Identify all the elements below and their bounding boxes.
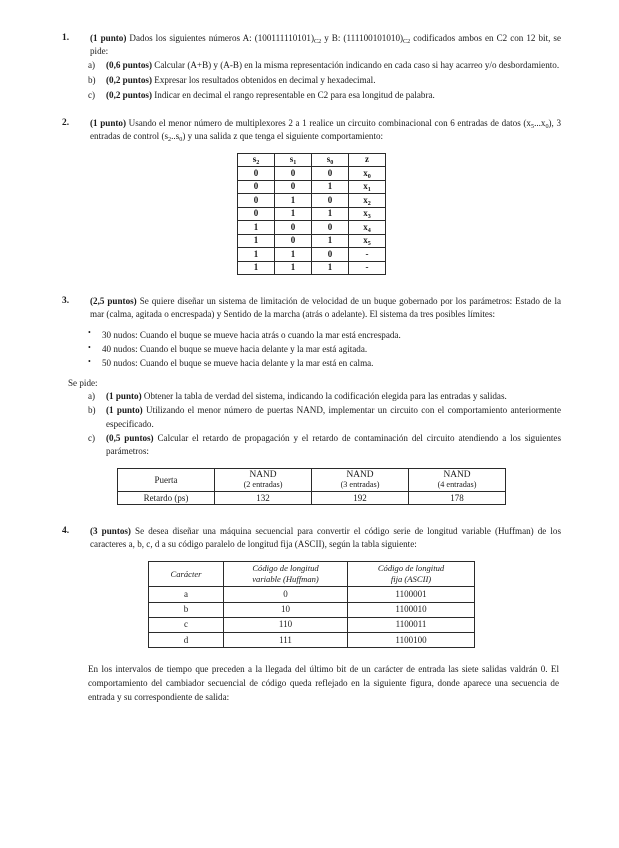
question-2-text-p1: Usando el menor número de multiplexores 2 a 1 realice un circuito combinacional con 6 entradas de datos (x xyxy=(128,117,531,128)
question-1-points: (1 punto) xyxy=(90,33,127,43)
mux-table-header-row xyxy=(238,153,386,167)
question-1-subitem-b-body xyxy=(106,74,561,87)
question-4-points: (3 puntos) xyxy=(90,526,131,537)
question-3-subitem-b-label: b) xyxy=(88,405,96,416)
mux-table-row xyxy=(238,234,386,248)
question-1-value-a: (100111110101) xyxy=(254,33,314,43)
mux-table-cell: 1 xyxy=(238,261,275,275)
question-1-subitem-a-points: (0,6 puntos) xyxy=(106,60,152,71)
huffman-table-cell: 10 xyxy=(224,602,348,617)
mux-table-cell: 0 xyxy=(312,167,349,181)
question-1-subitem-b-points: (0,2 puntos) xyxy=(106,74,152,85)
question-2-body xyxy=(90,117,561,143)
question-4-number: 4. xyxy=(62,526,70,537)
nand-table-header-cell: NAND (2 entradas) xyxy=(215,468,312,491)
mux-table-cell-output: $x_3$ xyxy=(349,207,386,221)
question-1-subitem-b xyxy=(62,74,561,87)
mux-table-cell: 1 xyxy=(275,194,312,208)
question-3-subitem-a xyxy=(62,390,561,403)
mux-table-row xyxy=(238,207,386,221)
nand-table-delay-value: 178 xyxy=(409,491,506,504)
nand-table-delay-value: 192 xyxy=(312,491,409,504)
mux-table-cell: 1 xyxy=(275,248,312,262)
huffman-table-row xyxy=(149,617,475,632)
mux-table-cell: 0 xyxy=(238,180,275,194)
mux-table-row xyxy=(238,167,386,181)
mux-table-cell: 1 xyxy=(312,207,349,221)
mux-table-row xyxy=(238,221,386,235)
huffman-table-row xyxy=(149,587,475,602)
mux-table-row xyxy=(238,248,386,262)
question-3-subitem-c xyxy=(62,432,561,458)
question-3-subitem-b-points: (1 punto) xyxy=(106,405,143,416)
question-1-value-b: (111100101010) xyxy=(343,33,404,43)
question-1-subitem-a xyxy=(62,59,561,72)
question-2-text-p2: ...x xyxy=(534,117,546,128)
huffman-table-cell: b xyxy=(149,602,224,617)
mux-table-cell: 0 xyxy=(312,194,349,208)
question-3-se-pide: Se pide: xyxy=(68,378,98,389)
huffman-table-cell: 1100001 xyxy=(348,587,475,602)
question-3-subitem-b xyxy=(62,404,561,430)
question-1-subitem-a-body xyxy=(106,59,561,72)
huffman-table-cell: c xyxy=(149,617,224,632)
question-2 xyxy=(62,117,561,143)
question-3-subitem-c-body xyxy=(106,432,561,458)
huffman-table-cell: 110 xyxy=(224,617,348,632)
question-2-points: (1 punto) xyxy=(90,117,126,128)
mux-table-cell: 0 xyxy=(238,207,275,221)
question-2-text-p4: ..s xyxy=(171,130,180,141)
mux-table-cell-output: - xyxy=(349,248,386,262)
question-3-subitem-b-text: Utilizando el menor número de puertas NAND, implementar un circuito con el comportamiento anteriormente especificado. xyxy=(106,405,561,429)
mux-table-cell: 1 xyxy=(238,221,275,235)
mux-table-cell: 0 xyxy=(312,221,349,235)
mux-table-cell: 1 xyxy=(275,261,312,275)
closing-paragraph: En los intervalos de tiempo que preceden a la llegada del último bit de un carácter de entrada las siete salidas valdrán 0. El comportamiento del cambiador secuencial de código queda reflejado en la siguiente figura, donde aparece una secuencia de entrada y su correspondiente de salida: xyxy=(88,664,559,702)
mux-table-cell: 0 xyxy=(275,167,312,181)
mux-table-cell: 0 xyxy=(238,167,275,181)
question-3-subitem-c-label: c) xyxy=(88,433,96,444)
mux-table-cell: 0 xyxy=(275,221,312,235)
mux-table-cell-output: $x_1$ xyxy=(349,180,386,194)
mux-table-header-cell: $s_2$ xyxy=(238,153,275,167)
huffman-table-cell: d xyxy=(149,633,224,648)
mux-table-cell: 0 xyxy=(275,180,312,194)
question-1-subitem-a-label: a) xyxy=(88,60,96,71)
question-3-subitem-b-body xyxy=(106,404,561,430)
huffman-table-header-cell: Código de longitud variable (Huffman) xyxy=(224,561,348,586)
huffman-table-cell: 111 xyxy=(224,633,348,648)
mux-table-header-cell: $s_0$ xyxy=(312,153,349,167)
question-3-bullet-2: • 40 nudos: Cuando el buque se mueve hacia delante y la mar está agitada. xyxy=(62,342,561,356)
question-2-sub4: 0 xyxy=(179,135,183,143)
question-1-subitem-c-label: c) xyxy=(88,89,96,100)
question-1 xyxy=(62,32,561,58)
question-3-subitem-c-points: (0,5 puntos) xyxy=(106,433,154,444)
mux-table-cell: 1 xyxy=(275,207,312,221)
huffman-ascii-table xyxy=(148,561,475,648)
huffman-table-cell: 1100100 xyxy=(348,633,475,648)
mux-table-cell-output: $x_5$ xyxy=(349,234,386,248)
question-3 xyxy=(62,295,561,321)
huffman-table-cell: 1100011 xyxy=(348,617,475,632)
mux-table-cell: 1 xyxy=(238,234,275,248)
question-4-text: Se desea diseñar una máquina secuencial para convertir el código serie de longitud variable (Huffman) de los caracteres a, b, c, d a su código paralelo de longitud fija (ASCII), según la tabla siguiente: xyxy=(90,526,562,550)
question-1-sub-a: C2 xyxy=(313,38,322,45)
mux-table-cell: 1 xyxy=(238,248,275,262)
huffman-ascii-table-wrapper xyxy=(62,551,561,648)
mux-table-cell: 0 xyxy=(238,194,275,208)
question-1-subitem-c-body xyxy=(106,89,561,102)
huffman-table-cell: a xyxy=(149,587,224,602)
question-4-body xyxy=(90,525,561,551)
question-3-bullet-list xyxy=(62,328,561,370)
mux-table-header-cell: $s_1$ xyxy=(275,153,312,167)
mux-table-row xyxy=(238,261,386,275)
huffman-table-cell: 0 xyxy=(224,587,348,602)
question-1-subitem-b-label: b) xyxy=(88,74,96,85)
mux-table-cell: 1 xyxy=(312,234,349,248)
nand-table-delay-value: 132 xyxy=(215,491,312,504)
mux-table-cell-output: $x_2$ xyxy=(349,194,386,208)
question-1-subitem-c-points: (0,2 puntos) xyxy=(106,89,152,100)
question-1-subitem-c-text: Indicar en decimal el rango representable en C2 para esa longitud de palabra. xyxy=(154,89,435,100)
huffman-table-row xyxy=(149,602,475,617)
nand-delay-table xyxy=(117,468,506,506)
mux-table-row xyxy=(238,180,386,194)
huffman-table-header-row xyxy=(149,561,475,586)
mux-table-cell: 1 xyxy=(312,261,349,275)
nand-table-header-cell: NAND (4 entradas) xyxy=(409,468,506,491)
question-3-subitem-a-text: Obtener la tabla de verdad del sistema, indicando la codificación elegida para las entradas y salidas. xyxy=(143,390,507,401)
question-1-subitem-a-text: Calcular (A+B) y (A-B) en la misma representación indicando en cada caso si hay acarreo y/o desbordamiento. xyxy=(154,60,560,71)
question-2-sub2: 0 xyxy=(545,122,549,130)
mux-table-cell: 1 xyxy=(312,180,349,194)
question-3-text: Se quiere diseñar un sistema de limitación de velocidad de un buque gobernado por los parámetros: Estado de la mar (calma, agitada o encrespada) y Sentido de la marcha (atrás o adelante). El sistema da tres posibles límites: xyxy=(90,296,562,320)
nand-table-delay-label: Retardo (ps) xyxy=(118,491,215,504)
mux-table-cell-output: $x_4$ xyxy=(349,221,386,235)
mux-table-cell: 0 xyxy=(312,248,349,262)
question-1-body xyxy=(90,32,561,58)
question-3-subitem-a-body xyxy=(106,390,561,403)
question-3-subitem-c-text: Calcular el retardo de propagación y el retardo de contaminación del circuito atendiendo a los siguientes parámetros: xyxy=(106,433,561,457)
question-1-subitem-c xyxy=(62,89,561,102)
mux-table-header-cell: z xyxy=(349,153,386,167)
question-1-subitem-b-text: Expresar los resultados obtenidos en decimal y hexadecimal. xyxy=(154,74,376,85)
nand-table-row-label: Puerta xyxy=(118,468,215,491)
huffman-table-header-cell: Código de longitud fija (ASCII) xyxy=(348,561,475,586)
question-1-mid: y B: xyxy=(324,33,341,43)
question-2-number: 2. xyxy=(62,117,70,128)
question-3-bullet-1: • 30 nudos: Cuando el buque se mueve hacia atrás o cuando la mar está encrespada. xyxy=(62,328,561,342)
question-2-sub1: 5 xyxy=(530,122,535,130)
huffman-table-row xyxy=(149,633,475,648)
question-2-text-p5: ) y una salida z que tenga el siguiente comportamiento: xyxy=(182,130,384,141)
nand-table-header-cell: NAND (3 entradas) xyxy=(312,468,409,491)
question-3-subitem-a-label: a) xyxy=(88,390,96,401)
question-2-text-p3: ), 3 entradas de control (s xyxy=(90,117,562,141)
mux-truth-table xyxy=(237,153,386,276)
question-1-number: 1. xyxy=(62,33,70,43)
mux-table-row xyxy=(238,194,386,208)
question-4 xyxy=(62,525,561,551)
mux-truth-table-wrapper xyxy=(62,143,561,276)
question-3-bullet-3: • 50 nudos: Cuando el buque se mueve hacia delante y la mar está en calma. xyxy=(62,356,561,370)
question-3-number: 3. xyxy=(62,296,70,307)
nand-table-header-row xyxy=(118,468,506,491)
mux-table-cell-output: $x_0$ xyxy=(349,167,386,181)
question-1-lead: Dados los siguientes números A: xyxy=(129,33,252,43)
nand-delay-table-wrapper xyxy=(62,459,561,506)
mux-table-cell-output: - xyxy=(349,261,386,275)
huffman-table-cell: 1100010 xyxy=(348,602,475,617)
question-3-body xyxy=(90,295,561,321)
question-1-sub-b: C2 xyxy=(403,38,411,45)
mux-table-cell: 0 xyxy=(275,234,312,248)
question-3-subitem-a-points: (1 punto) xyxy=(106,390,142,401)
question-1-tail: codificados ambos en C2 con 12 bit, se pide: xyxy=(90,33,561,56)
huffman-table-header-cell: Carácter xyxy=(149,561,224,586)
question-2-sub3: 2 xyxy=(168,135,172,143)
question-3-points: (2,5 puntos) xyxy=(90,296,137,307)
nand-table-delay-row xyxy=(118,491,506,504)
